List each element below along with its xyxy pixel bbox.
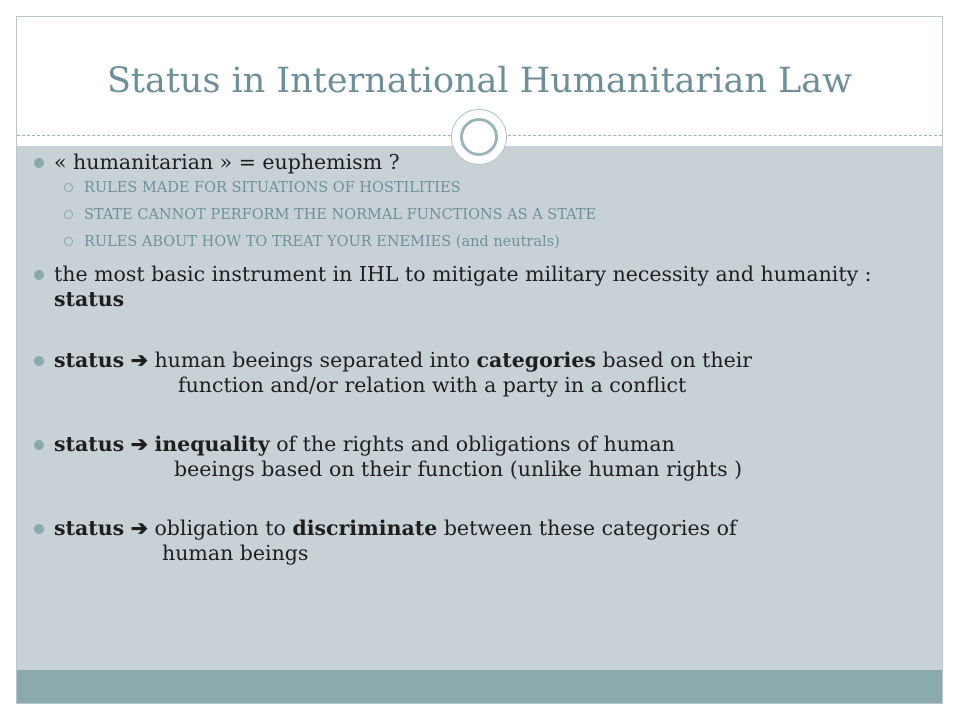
sub-list-item — [30, 175, 910, 202]
sub-bullet-suffix: (and neutrals) — [455, 234, 560, 250]
bullet-icon — [34, 440, 44, 450]
sub-bullet-text: RULES MADE FOR SITUATIONS OF HOSTILITIES — [84, 180, 461, 196]
bullet-text: the most basic instrument in IHL to mitigate military necessity and humanity : — [54, 262, 872, 286]
bullet-list — [30, 150, 910, 566]
bullet-continuation: beeings based on their function (unlike human rights ) — [174, 457, 743, 481]
sub-bullet-icon — [64, 183, 73, 192]
bullet-text: human beeings separated into — [154, 348, 470, 372]
bullet-text: « humanitarian » = euphemism ? — [54, 150, 400, 174]
bullet-text: between these categories of — [443, 516, 737, 540]
list-item — [30, 516, 910, 566]
sub-bullet-text: STATE CANNOT PERFORM THE NORMAL FUNCTIONS AS A STATE — [84, 207, 597, 223]
list-item — [30, 348, 910, 398]
arrow-icon: ➔ — [130, 432, 148, 456]
list-item — [30, 150, 910, 175]
arrow-icon: ➔ — [130, 348, 148, 372]
bullet-lead-text: status — [54, 432, 125, 456]
bullet-lead-text: status — [54, 516, 125, 540]
sub-list-item — [30, 229, 910, 256]
bullet-continuation: human beings — [162, 541, 309, 565]
bullet-icon — [34, 270, 44, 280]
bullet-continuation: function and/or relation with a party in a conflict — [178, 373, 687, 397]
bullet-icon — [34, 158, 44, 168]
arrow-icon: ➔ — [130, 516, 148, 540]
list-item — [30, 432, 910, 482]
sub-bullet-icon — [64, 210, 73, 219]
bullet-icon — [34, 356, 44, 366]
slide-title: Status in International Humanitarian Law — [106, 61, 853, 101]
footer-band — [17, 670, 942, 703]
bullet-text: of the rights and obligations of human — [276, 432, 675, 456]
bullet-icon — [34, 524, 44, 534]
list-item — [30, 262, 910, 312]
bullet-bold-text: categories — [476, 348, 596, 372]
bullet-bold-text: discriminate — [292, 516, 438, 540]
sub-list-item — [30, 202, 910, 229]
sub-bullet-text: RULES ABOUT HOW TO TREAT YOUR ENEMIES — [84, 234, 452, 250]
bullet-text: based on their — [602, 348, 753, 372]
sub-bullet-icon — [64, 237, 73, 246]
bullet-lead-text: status — [54, 348, 125, 372]
bullet-bold-text: inequality — [154, 432, 270, 456]
bullet-text: obligation to — [154, 516, 286, 540]
bullet-bold-text: status — [54, 287, 125, 311]
